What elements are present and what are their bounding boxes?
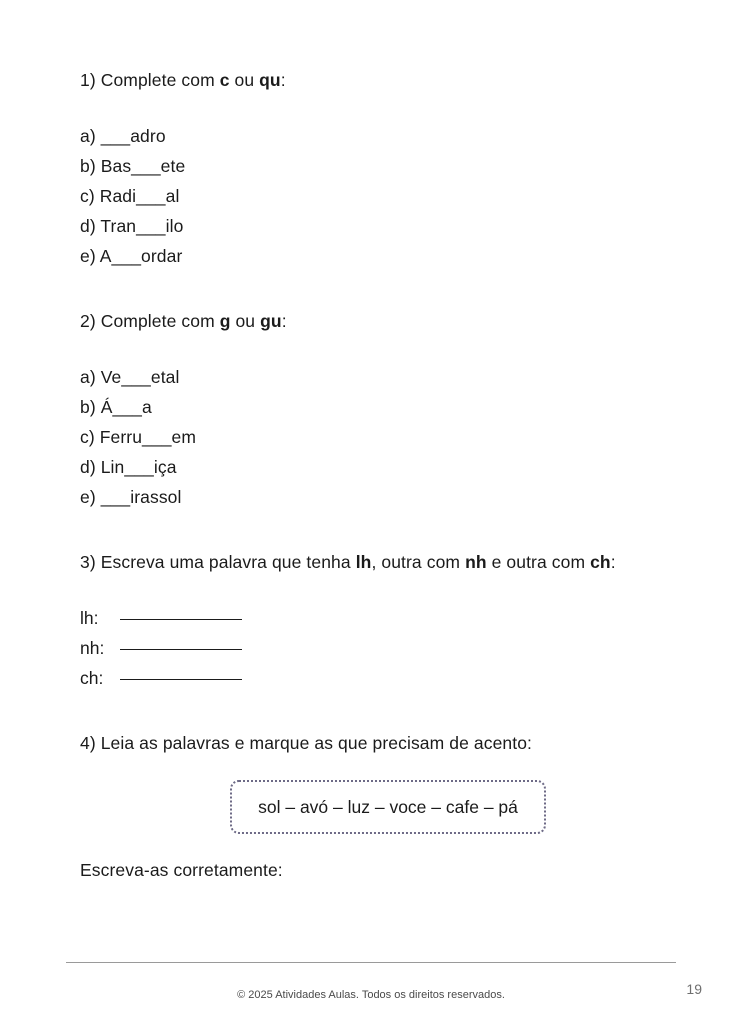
spacer	[80, 834, 678, 858]
answer-blank-ch[interactable]	[120, 679, 242, 680]
question-1-prompt-bold-c: c	[219, 70, 230, 90]
question-4-followup: Escreva-as corretamente:	[80, 860, 283, 880]
question-1-item-d: d) Tran___ilo	[80, 216, 184, 236]
question-3-answer-lines	[80, 603, 678, 693]
answer-line-nh	[80, 633, 678, 663]
spacer	[80, 512, 678, 550]
footer-copyright: © 2025 Atividades Aulas. Todos os direitos reservados.	[237, 989, 505, 1001]
footer-divider	[66, 962, 676, 963]
question-1-prompt	[80, 68, 678, 93]
question-2-item-e: e) ___irassol	[80, 487, 182, 507]
question-1-item-b: b) Bas___ete	[80, 156, 186, 176]
answer-line-ch	[80, 663, 678, 693]
question-3-prompt-before: 3) Escreva uma palavra que tenha	[80, 552, 356, 572]
question-2-item-list	[80, 362, 678, 512]
question-3-prompt-tail: :	[610, 552, 616, 572]
answer-blank-nh[interactable]	[120, 649, 242, 650]
answer-label-nh: nh:	[80, 638, 105, 658]
answer-blank-lh[interactable]	[120, 619, 242, 620]
word-list-box: sol – avó – luz – voce – cafe – pá	[230, 780, 546, 834]
question-3-prompt-after: e outra com	[486, 552, 591, 572]
question-1-item-e: e) A___ordar	[80, 246, 183, 266]
question-2-item-c: c) Ferru___em	[80, 427, 197, 447]
spacer	[80, 756, 678, 780]
spacer	[80, 575, 678, 603]
question-2-prompt	[80, 309, 678, 334]
word-box-container	[80, 780, 678, 834]
spacer	[80, 334, 678, 362]
answer-label-ch: ch:	[80, 668, 104, 688]
question-1-prompt-middle: ou	[229, 70, 260, 90]
spacer	[80, 693, 678, 731]
question-2-item-a: a) Ve___etal	[80, 367, 180, 387]
answer-label-lh: lh:	[80, 608, 99, 628]
answer-line-lh	[80, 603, 678, 633]
question-3-prompt-bold-nh: nh	[465, 552, 487, 572]
question-1-item-a: a) ___adro	[80, 126, 166, 146]
question-1-prompt-before: 1) Complete com	[80, 70, 220, 90]
spacer	[80, 93, 678, 121]
worksheet-content	[80, 68, 678, 883]
question-2-prompt-bold-gu: gu	[260, 311, 282, 331]
question-3-prompt-bold-ch: ch	[590, 552, 611, 572]
question-2-prompt-after: :	[281, 311, 287, 331]
spacer	[80, 271, 678, 309]
question-2-prompt-before: 2) Complete com	[80, 311, 220, 331]
question-3-prompt-bold-lh: lh	[355, 552, 372, 572]
question-2-prompt-bold-g: g	[219, 311, 231, 331]
question-4-prompt: 4) Leia as palavras e marque as que precisam de acento:	[80, 733, 533, 753]
question-2-item-b: b) Á___a	[80, 397, 152, 417]
question-1-prompt-bold-qu: qu	[259, 70, 281, 90]
question-3-prompt-middle: , outra com	[371, 552, 466, 572]
question-2-prompt-middle: ou	[230, 311, 261, 331]
question-3-prompt	[80, 550, 678, 575]
question-1-item-c: c) Radi___al	[80, 186, 180, 206]
question-1-prompt-after: :	[280, 70, 286, 90]
question-1-item-list	[80, 121, 678, 271]
page-number: 19	[686, 981, 702, 997]
question-2-item-d: d) Lin___iça	[80, 457, 177, 477]
